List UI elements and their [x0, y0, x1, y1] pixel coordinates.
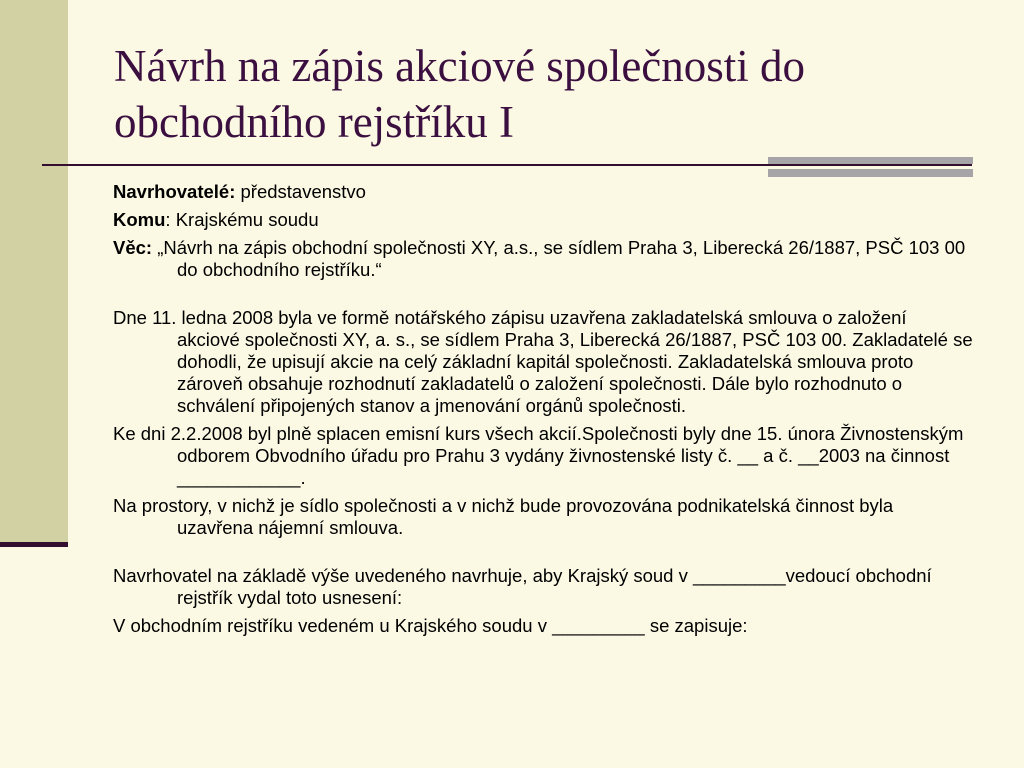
accent-bar-top	[768, 157, 973, 164]
slide-body	[113, 181, 973, 643]
label-navrhovatele: Navrhovatelé:	[113, 181, 236, 202]
paragraph-vec	[113, 237, 973, 281]
left-accent-rule	[0, 542, 68, 547]
text-komu: : Krajskému soudu	[165, 209, 319, 230]
paragraph-navrhovatele	[113, 181, 973, 203]
paragraph-navrh: Navrhovatel na základě výše uvedeného navrhuje, aby Krajský soud v _________vedoucí obchodní rejstřík vydal toto usnesení:	[113, 565, 932, 608]
label-vec: Věc:	[113, 237, 153, 258]
text-navrhovatele: představenstvo	[235, 181, 366, 202]
paragraph-zakladatelska-smlouva: Dne 11. ledna 2008 byla ve formě notářského zápisu uzavřena zakladatelská smlouva o založení akciové společnosti XY, a. s., se sídlem Praha 3, Liberecká 26/1887, PSČ 103 00. Zakladatelé se dohodli, že upisují akcie na celý základní kapitál společnosti. Zakladatelská smlouva proto zároveň obsahuje rozhodnutí zakladatelů o založení společnosti. Dále bylo rozhodnuto o schválení připojených stanov a jmenování orgánů společnosti.	[113, 307, 973, 416]
slide-title	[114, 38, 994, 150]
title-line-2: obchodního rejstříku I	[114, 97, 514, 147]
accent-bar-bottom	[768, 169, 973, 177]
title-accent-bars	[768, 157, 973, 179]
paragraph-emisni-kurs: Ke dni 2.2.2008 byl plně splacen emisní kurs všech akcií.Společnosti byly dne 15. února Živnostenským odborem Obvodního úřadu pro Prahu 3 vydány živnostenské listy č. __ a č. __2003 na činnost ____________.	[113, 423, 964, 488]
label-komu: Komu	[113, 209, 166, 230]
paragraph-najemni-smlouva: Na prostory, v nichž je sídlo společnosti a v nichž bude provozována podnikatelská činnost byla uzavřena nájemní smlouva.	[113, 495, 894, 538]
paragraph-komu	[113, 209, 973, 231]
paragraph-zapis: V obchodním rejstříku vedeném u Krajského soudu v _________ se zapisuje:	[113, 615, 748, 636]
title-line-1: Návrh na zápis akciové společnosti do	[114, 41, 806, 91]
text-vec: „Návrh na zápis obchodní společnosti XY, a.s., se sídlem Praha 3, Liberecká 26/1887, PSČ 103 00 do obchodního rejstříku.“	[152, 237, 966, 280]
left-decorative-band	[0, 0, 68, 545]
